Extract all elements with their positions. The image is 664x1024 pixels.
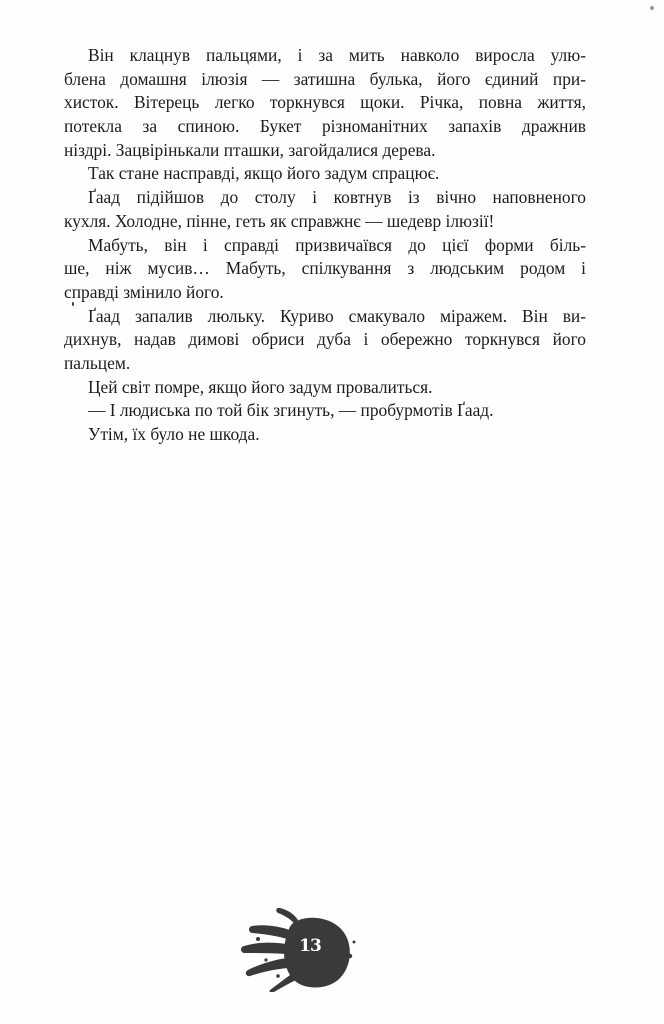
ink-speck bbox=[72, 302, 74, 306]
text-line: ше, ніж мусив… Мабуть, спілкування з людським родом і bbox=[64, 258, 586, 279]
body-text bbox=[64, 44, 586, 447]
text-line: пальцем. bbox=[64, 352, 131, 373]
corner-dot bbox=[650, 6, 654, 10]
text-line: блена домашня ілюзія — затишна булька, його єдиний при- bbox=[64, 68, 586, 89]
text-line: Так стане насправді, якщо його задум спрацює. bbox=[88, 163, 440, 184]
text-line: Ґаад підійшов до столу і ковтнув із вічно наповненого bbox=[88, 187, 586, 208]
text-line: — І людиська по той бік згинуть, — пробурмотів Ґаад. bbox=[88, 400, 494, 421]
text-line: Утім, їх було не шкода. bbox=[88, 424, 260, 444]
page-number-badge bbox=[238, 906, 364, 992]
text-line: хисток. Вітерець легко торкнувся щоки. Річка, повна життя, bbox=[64, 92, 586, 113]
text-line: ніздрі. Зацвірінькали пташки, загойдалися дерева. bbox=[64, 139, 436, 160]
text-line: Ґаад запалив люльку. Куриво смакувало міражем. Він ви- bbox=[88, 305, 586, 326]
text-line: справді змінило його. bbox=[64, 281, 224, 302]
text-line: кухля. Холодне, пінне, геть як справжнє — шедевр ілюзії! bbox=[64, 210, 495, 231]
text-line: потекла за спиною. Букет різноманітних запахів дражнив bbox=[64, 116, 586, 137]
text-line: Він клацнув пальцями, і за мить навколо виросла улю- bbox=[88, 45, 586, 65]
text-line: Мабуть, він і справді призвичаївся до цієї форми біль- bbox=[88, 234, 586, 255]
page-number: 13 bbox=[299, 936, 321, 956]
text-line: Цей світ помре, якщо його задум провалиться. bbox=[88, 376, 433, 397]
text-line: дихнув, надав димові обриси дуба і обережно торкнувся його bbox=[64, 329, 586, 350]
